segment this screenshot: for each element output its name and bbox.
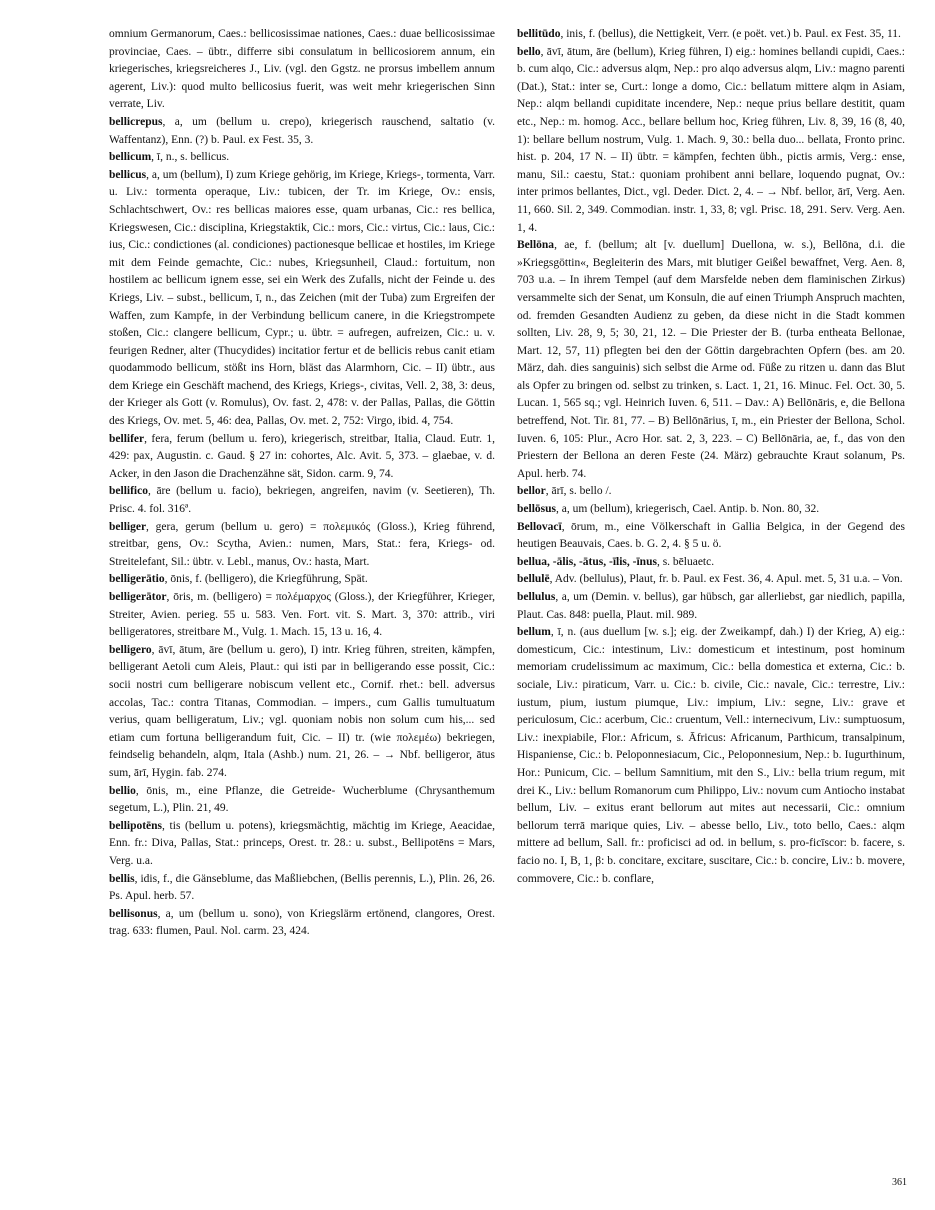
definition: , fera, ferum (bellum u. fero), kriegerisch, streitbar, Italia, Claud. Eutr. 1, 429: pax, Augustin. c. Gaud. § 27 in: cohortes, Alc. Avit. 5, 373. – glaebae, v. d. Acker, in den Jason die Drachenzähne sät, Sidon. carm. 9, 74. xyxy=(109,432,495,480)
headword: belligero xyxy=(109,643,152,656)
definition: , āvī, ātum, āre (bellum), Krieg führen, I) eig.: homines bellandi cupidi, Caes.: b. cum alqo, Cic.: adversus alqm, Nep.: pro alqo adversus alqm, Liv.: magno parenti (Dat.), Stat.: inter se, Curt.: longe a domo, Cic.: bellatum mittere alqm in Asiam, Nep.: alqm bellandi cupiditate incendere, Nep.: neque prius bellare destitit, quam etc., Nep.: m. homog. Acc., bellare bellum hoc, Krieg führen, Liv. 8, 39, 16 (8, 40, 1): bellare bellum nostrum, Vulg. 1. Mach. 9, 30.: bella duo... bellata, Fronto princ. hist. p. 204, 17 N. – II) übtr. = kämpfen, fechten übh., pictis armis, Verg.: ense, manu, Sil.: caestu, Stat.: quoniam prohibent anni bellare, loquendo pugnat, Ov.: inter primos bellantes, Dict., vgl. Deder. Dict. 2, 4. – → Nbf. bellor, ārī, Verg. Aen. 11, 660. Sil. 2, 349. Commodian. instr. 1, 33, 8; vgl. Prisc. 18, 291. Serv. Verg. Aen. 1, 4. xyxy=(517,45,905,234)
definition: , ae, f. (bellum; alt [v. duellum] Duellona, w. s.), Bellōna, d.i. die »Kriegsgöttin«, Begleiterin des Mars, mit blutiger Geißel bewaffnet, Verg. Aen. 8, 703 u.a. – In ihrem Tempel (auf dem Marsfelde neben dem flaminischen Zirkus) versammelte sich der Senat, um Konsuln, die auf einen Triumph Anspruch machten, od. fremden Gesandten Audienz zu geben, da diese nicht in die Stadt kommen sollten, Liv. 28, 9, 5; 30, 21, 12. – Die Priester der B. (turba entheata Bellonae, Mart. 12, 57, 11) pflegten bei den der Göttin dargebrachten Opfern (bes. am 20. März, dah. dies sanguinis) sich selbst die Arme od. Füße zu ritzen u. dann das Blut als Opfer zu bringen od. selbst zu trinken, s. Lact. 1, 21, 16. Minuc. Fel. Oct. 30, 5. Lucan. 1, 565 sq.; vgl. Heinrich Iuven. 6, 511. – Dav.: A) Bellōnāris, e, die Bellona betreffend, Not. Tir. 81, 77. – B) Bellōnārius, ī, m., ein Priester der Bellona, Schol. Iuven. 6, 105: Plur., Acro Hor. sat. 2, 3, 223. – C) Bellōnāria, ae, f., das von den Priestern der Bellona an deren Feste (24. März) gebrauchte Kraut solanum, Ps. Apul. herb. 74. xyxy=(517,239,905,480)
entry xyxy=(517,589,905,624)
headword: belliger xyxy=(109,520,147,533)
headword: bellōsus xyxy=(517,503,556,516)
headword: bellua, -ālis, -ātus, -īlis, -īnus xyxy=(517,555,657,568)
headword: bellipotēns xyxy=(109,819,163,832)
entry xyxy=(517,483,905,501)
definition: , ārī, s. bello /. xyxy=(545,485,612,498)
headword: bellicus xyxy=(109,168,147,181)
entry xyxy=(109,783,495,818)
definition: , ī, n. (aus duellum [w. s.]; eig. der Zweikampf, dah.) I) der Krieg, A) eig.: domesticum, Cic.: intestinum, Liv.: domesticum et intestinum, post hominum memoriam crudelissimum ac maximum, Cic.: bella domestica et externa, Cic.: b. sociale, Liv.: piraticum, Varr. u. Cic.: b. civile, Cic.: navale, Cic.: terrestre, Liv.: iustum, pium, iustum piumque, Liv.: impium, Liv.: segne, Liv.: grave et periculosum, Cic.: acerbum, Cic.: cruentum, Vell.: internecivum, Liv.: sumptuosum, Liv.: inexpiabile, Flor.: Africum, s. Āfricus: Africanum, Parthicum, transalpinum, Hispaniense, Cic.: b. Peloponnesiacum, Cic., Peloponnesium, Nep.: b. Iugurthinum, Hor.: Punicum, Cic. – bellum Samnitium, mit den S., Liv.: bella trium regum, mit drei K., Liv.: bellum Romanorum cum Philippo, Liv.: novum cum Antiocho instabat bellum, Liv. – exitus erant bellorum aut mites aut necessarii, Cic.: omnium bellorum terrā marique quies, Liv. – abesse bello, Liv., toto bello, Caes.: alqm mittere ad bellum, Sall. fr.: proficisci ad od. in bellum, s. pro-ficīscor: b. facere, s. facio no. I, B, 1, β: b. concitare, excitare, suscitare, Cic.: b. concire, Liv.: b. movere, commovere, Cic.: b. conflare, xyxy=(517,626,905,885)
entry xyxy=(109,818,495,871)
definition: , Adv. (bellulus), Plaut, fr. b. Paul. ex Fest. 36, 4. Apul. met. 5, 31 u.a. – Von. xyxy=(549,573,903,586)
entry xyxy=(109,483,495,518)
entry xyxy=(517,44,905,238)
definition: , inis, f. (bellus), die Nettigkeit, Verr. (e poët. vet.) b. Paul. ex Fest. 35, 11. xyxy=(560,28,901,40)
entry xyxy=(517,519,905,554)
definition: , ōris, m. (belligero) = πολέμαρχος (Gloss.), der Kriegführer, Krieger, Streiter, Avien. perieg. 55 u. 583. Ven. Fort. vit. S. Mart. 3, 370: attrib., viri belligeratores, streitbare M., Vulg. 1. Mach. 15, 13 u. 16, 4. xyxy=(109,591,495,639)
entry xyxy=(109,26,495,114)
headword: bellicrepus xyxy=(109,115,163,128)
entry xyxy=(109,589,495,642)
left-column xyxy=(109,26,495,941)
entry xyxy=(109,871,495,906)
headword: bellor xyxy=(517,485,546,498)
entry xyxy=(517,501,905,519)
headword: Bellōna xyxy=(517,239,555,252)
entry xyxy=(109,519,495,572)
definition: , s. bēluaetc. xyxy=(656,555,715,568)
headword: bellisonus xyxy=(109,907,158,920)
definition: , idis, f., die Gänseblume, das Maßliebchen, (Bellis perennis, L.), Plin. 26, 26. Ps. Apul. herb. 57. xyxy=(109,872,495,903)
headword: bellulē xyxy=(517,573,550,586)
headword: bellum xyxy=(517,626,551,639)
entry xyxy=(109,571,495,589)
headword: bellis xyxy=(109,872,135,885)
entry xyxy=(109,431,495,484)
page-number: 361 xyxy=(892,1177,907,1188)
headword: bellulus xyxy=(517,591,556,603)
headword: bellifer xyxy=(109,432,145,445)
entry xyxy=(517,237,905,483)
headword: bellicum xyxy=(109,151,152,164)
definition: , ōrum, m., eine Völkerschaft in Gallia Belgica, in der Gegend des heutigen Beauvais, Caes. b. G. 2, 4. § 5 u. ö. xyxy=(517,520,905,551)
entry xyxy=(109,149,495,167)
headword: bellifico xyxy=(109,485,148,498)
definition: , ōnis, m., eine Pflanze, die Getreide- Wucherblume (Chrysanthemum segetum, L.), Plin. 21, 49. xyxy=(109,784,495,815)
definition: , a, um (Demin. v. bellus), gar hübsch, gar allerliebst, gar niedlich, papilla, Plaut. Cas. 848: puella, Plaut. mil. 989. xyxy=(517,591,905,621)
right-column xyxy=(517,26,905,888)
entry xyxy=(109,906,495,941)
definition: , a, um (bellum), I) zum Kriege gehörig, im Kriege, Kriegs-, tormenta, Varr. u. Liv.: tormenta operaque, Liv.: tubicen, der Tr. im Kriege, Ov.: ensis, Schlachtschwert, Ov.: res bellicas maiores esse, quam urbanas, Cic.: res bellica, Kriegswesen, Cic.: disciplina, Kriegstaktik, Cic.: mors, Cic.: virtus, Cic.: laus, Cic.: ius, Cic.: condictiones (al. condiciones) pactionesque bellicae et hostiles, im Kriege mit dem Feinde gemachte, Cic.: nubes, Kriegsunheil, Claud.: fortuitum, non hostilem ac bellicum ignem esse, sei ein Werk des Zufalls, nicht der Feinde u. des Kriegs, Liv. – subst., bellicum, ī, n., das Zeichen (mit der Tuba) zum Ergreifen der Waffen, zum Kampfe, in der Verbindung bellicum canere, in die Kriegstrompete stoßen, Cic.: clangere bellicum, Cypr.; u. übtr. = aufregen, aufreizen, Cic.: u. v. feurigen Redner, alter (Thucydides) incitatior fertur et de bellicis rebus canit etiam quodammodo bellicum, stößt ins Horn, bläst das Alarmhorn, Cic. – II) übtr., aus dem Kriege ein Geschäft machend, des Kriegs, Kriegs-, civitas, Vell. 2, 38, 3: deus, der Krieger als Gott (v. Romulus), Ov. fast. 2, 478: v. der Pallas, Pallas, die Göttin des Kriegs, Ov. met. 5, 46: dea, Pallas, Ov. met. 2, 752: Virgo, ibid. 4, 754. xyxy=(109,168,495,428)
headword: belligerātor xyxy=(109,591,167,603)
headword: Bellovacī xyxy=(517,520,562,533)
definition: , gera, gerum (bellum u. gero) = πολεμικός (Gloss.), Krieg führend, streitbar, gens, Ov.: Scytha, Avien.: numen, Mars, Stat.: fera, Kriegs- od. Streitelefant, Sil.: übtr. v. Lebl., manus, Ov.: hasta, Mart. xyxy=(109,520,495,568)
definition: , a, um (bellum u. crepo), kriegerisch rauschend, saltatio (v. Waffentanz), Enn. (?) b. Paul. ex Fest. 35, 3. xyxy=(109,115,495,146)
entry xyxy=(517,554,905,572)
definition: , āre (bellum u. facio), bekriegen, angreifen, navim (v. Seetieren), Th. Prisc. 4. fol. 316ª. xyxy=(109,485,495,516)
headword: bello xyxy=(517,45,541,58)
entry xyxy=(517,571,905,589)
definition: , ī, n., s. bellicus. xyxy=(151,151,230,164)
entry xyxy=(109,114,495,149)
entry xyxy=(517,624,905,888)
definition: omnium Germanorum, Caes.: bellicosissimae nationes, Caes.: duae bellicosissimae provinciae, Caes. – übtr., differre sibi consulatum in bellicosiorem annum, ein kriegerisches, kriegsreicheres J., Liv. (vgl. den Ggstz. ne prorsus imbellem annum agerent, Liv.): quod multo bellicosius fuerit, was weit mehr kriegerischen Sinn verrate, Liv. xyxy=(109,28,495,111)
entry xyxy=(109,642,495,783)
definition: , a, um (bellum u. sono), von Kriegslärm ertönend, clangores, Orest. trag. 633: flumen, Paul. Nol. carm. 23, 424. xyxy=(109,907,495,938)
definition: , ōnis, f. (belligero), die Kriegführung, Spät. xyxy=(164,573,368,586)
headword: belligerātio xyxy=(109,573,165,586)
entry xyxy=(109,167,495,431)
headword: bellitūdo xyxy=(517,28,561,40)
definition: , āvī, ātum, āre (bellum u. gero), I) intr. Krieg führen, streiten, kämpfen, belligerant Aetoli cum Aleis, Plaut.: qui isti par in belligerando esse possit, Cic.: socii nostri cum belligerare nobiscum vellent etc., Cornif. rhet.: bell. adversus accolas, Tac.: contra Titanas, Commodian. – impers., cum Gallis tumultuatum verius, quam belligeratum, Liv.; vgl. quoniam nobis non solum cum his,... sed etiam cum fortuna belligerandum fuit, Cic. – II) tr. (wie πολεμέω) bekriegen, feindselig behandeln, alqm, Itala (Ashb.) num. 21, 26. – → Nbf. belligeror, ātus sum, ārī, Hygin. fab. 274. xyxy=(109,643,495,779)
definition: , tis (bellum u. potens), kriegsmächtig, mächtig im Kriege, Aeacidae, Enn. fr.: Diva, Pallas, Stat.: princeps, Orest. tr. 28.: u. subst., Bellipotēns = Mars, Verg. u.a. xyxy=(109,819,495,867)
definition: , a, um (bellum), kriegerisch, Cael. Antip. b. Non. 80, 32. xyxy=(556,503,820,516)
entry xyxy=(517,26,905,44)
headword: bellio xyxy=(109,784,136,797)
